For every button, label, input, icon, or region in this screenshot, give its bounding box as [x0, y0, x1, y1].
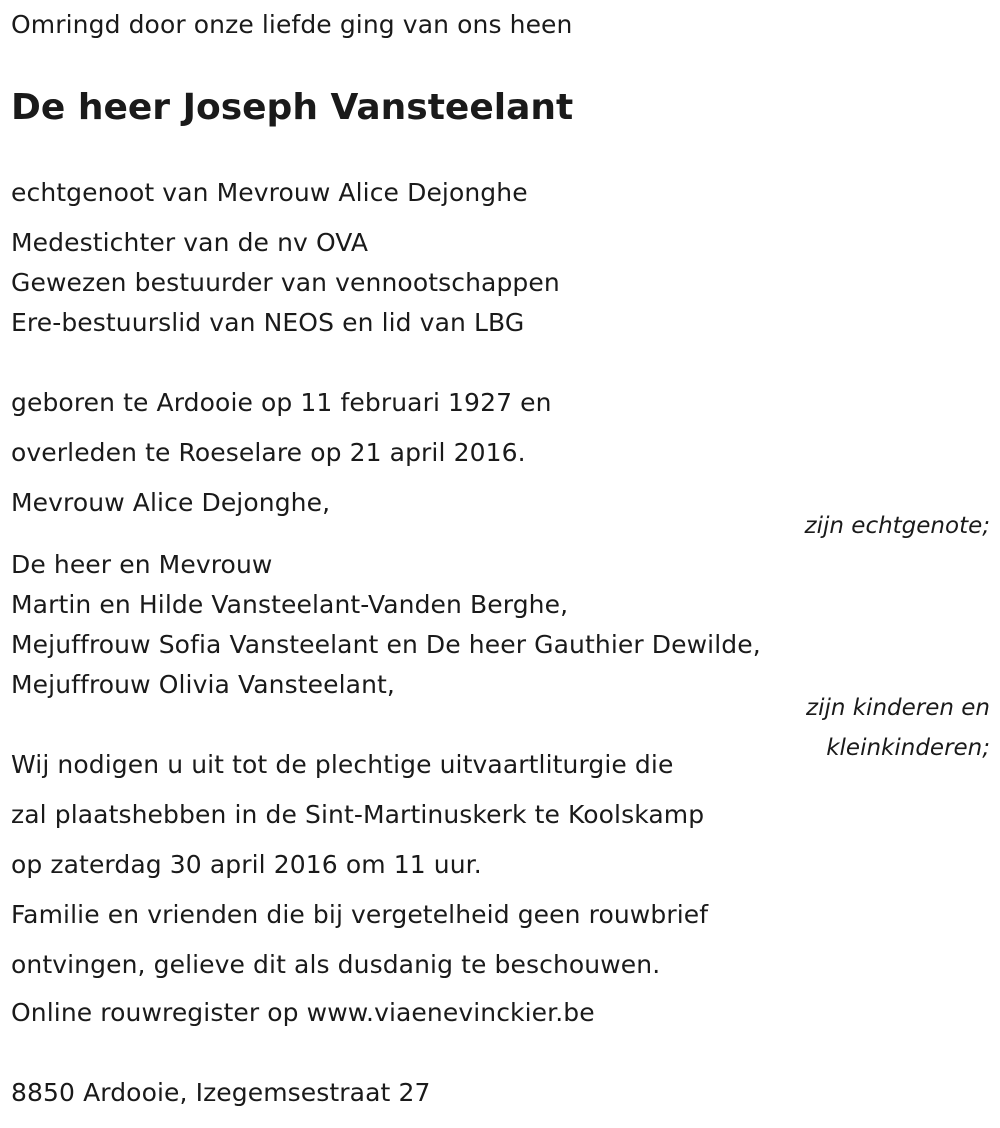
- role-line: Ere-bestuurslid van NEOS en lid van LBG: [11, 308, 525, 337]
- role-line: Gewezen bestuurder van vennootschappen: [11, 268, 560, 297]
- spouse-line: echtgenoot van Mevrouw Alice Dejonghe: [11, 178, 528, 207]
- death-line: overleden te Roeselare op 21 april 2016.: [11, 438, 526, 467]
- online-register-line: Online rouwregister op www.viaenevinckier.be: [11, 998, 595, 1027]
- invitation-line: op zaterdag 30 april 2016 om 11 uur.: [11, 850, 482, 879]
- address-line: 8850 Ardooie, Izegemsestraat 27: [11, 1078, 431, 1107]
- intro-text: Omringd door onze liefde ging van ons heen: [11, 10, 573, 39]
- deceased-name: De heer Joseph Vansteelant: [11, 87, 574, 128]
- children-line: De heer en Mevrouw: [11, 550, 273, 579]
- invitation-line: zal plaatshebben in de Sint-Martinuskerk te Koolskamp: [11, 800, 705, 829]
- role-line: Medestichter van de nv OVA: [11, 228, 369, 257]
- invitation-line: Familie en vrienden die bij vergetelheid geen rouwbrief: [11, 900, 709, 929]
- children-relation: zijn kinderen en: [806, 695, 990, 721]
- invitation-line: ontvingen, gelieve dit als dusdanig te beschouwen.: [11, 950, 661, 979]
- children-line: Mejuffrouw Sofia Vansteelant en De heer Gauthier Dewilde,: [11, 630, 761, 659]
- grandchildren-relation: kleinkinderen;: [826, 735, 990, 761]
- children-line: Martin en Hilde Vansteelant-Vanden Berghe,: [11, 590, 569, 619]
- invitation-line: Wij nodigen u uit tot de plechtige uitvaartliturgie die: [11, 750, 674, 779]
- children-line: Mejuffrouw Olivia Vansteelant,: [11, 670, 395, 699]
- spouse-name: Mevrouw Alice Dejonghe,: [11, 488, 331, 517]
- birth-line: geboren te Ardooie op 11 februari 1927 en: [11, 388, 552, 417]
- spouse-relation: zijn echtgenote;: [804, 513, 990, 539]
